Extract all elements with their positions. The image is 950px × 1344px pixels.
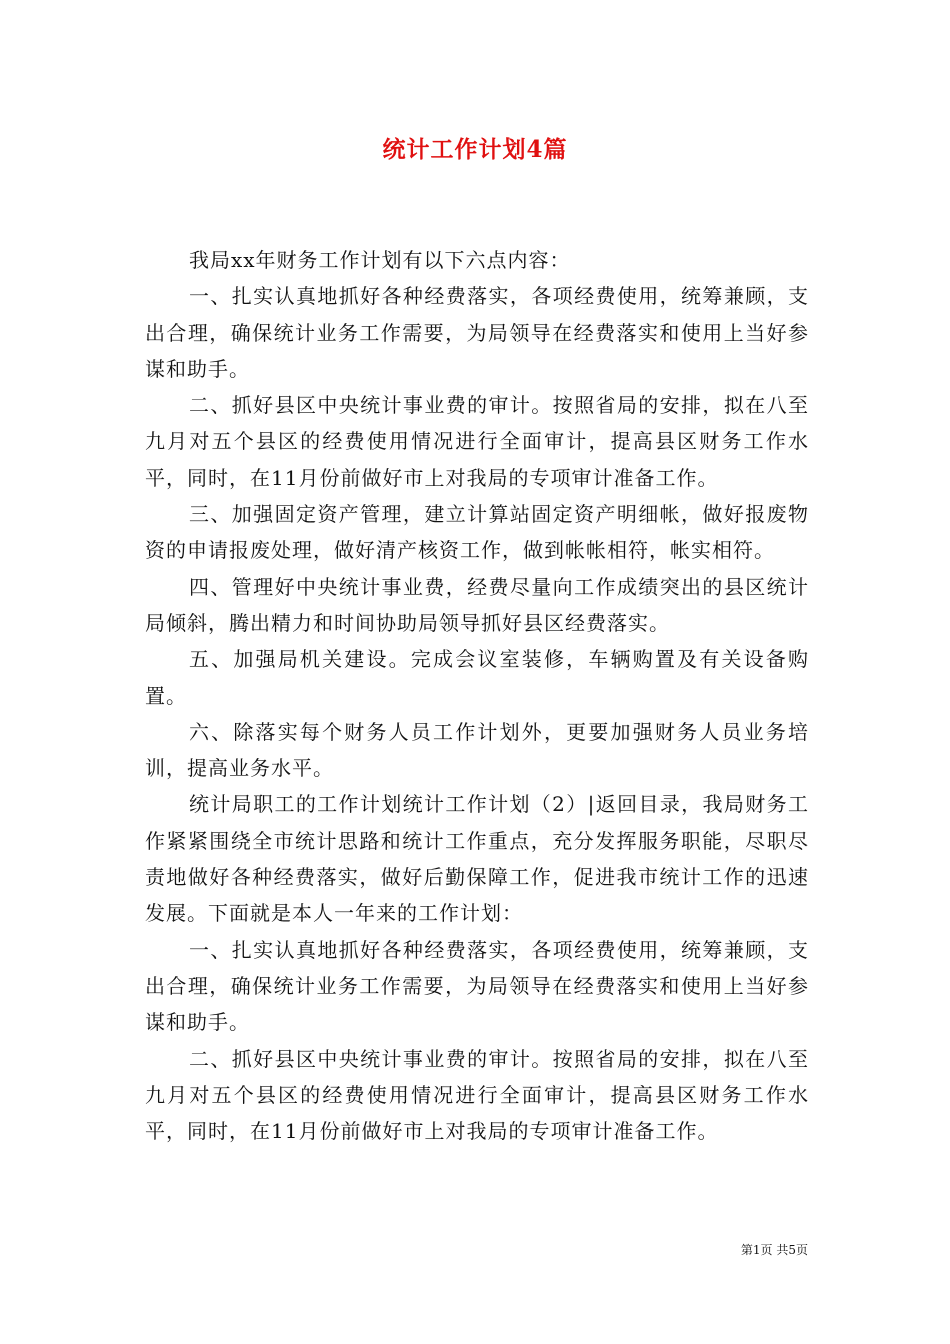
paragraph-item-1: 一、扎实认真地抓好各种经费落实，各项经费使用，统筹兼顾，支出合理，确保统计业务工作需要，为局领导在经费落实和使用上当好参谋和助手。	[145, 284, 809, 381]
document-body	[145, 242, 809, 1149]
paragraph-item-4: 四、管理好中央统计事业费，经费尽量向工作成绩突出的县区统计局倾斜，腾出精力和时间协助局领导抓好县区经费落实。	[145, 574, 809, 635]
document-title: 统计工作计划4篇	[382, 136, 568, 163]
paragraph-item-2: 二、抓好县区中央统计事业费的审计。按照省局的安排，拟在八至九月对五个县区的经费使用情况进行全面审计，提高县区财务工作水平，同时，在11月份前做好市上对我局的专项审计准备工作。	[145, 393, 809, 490]
paragraph-item-5: 五、加强局机关建设。完成会议室装修，车辆购置及有关设备购置。	[145, 647, 809, 708]
paragraph-item-6: 六、除落实每个财务人员工作计划外，更要加强财务人员业务培训，提高业务水平。	[145, 719, 809, 781]
paragraph-section-2-intro: 统计局职工的工作计划统计工作计划（2）|返回目录，我局财务工作紧紧围绕全市统计思路和统计工作重点，充分发挥服务职能，尽职尽责地做好各种经费落实，做好后勤保障工作，促进我市统计工作的迅速发展。下面就是本人一年来的工作计划：	[145, 792, 809, 926]
paragraph-section-2-item-1: 一、扎实认真地抓好各种经费落实，各项经费使用，统筹兼顾，支出合理，确保统计业务工作需要，为局领导在经费落实和使用上当好参谋和助手。	[145, 937, 809, 1035]
paragraph-intro: 我局xx年财务工作计划有以下六点内容：	[189, 248, 571, 272]
paragraph-item-3: 三、加强固定资产管理，建立计算站固定资产明细帐，做好报废物资的申请报废处理，做好清产核资工作，做到帐帐相符，帐实相符。	[145, 502, 809, 563]
page-number-footer: 第1页 共5页	[740, 1243, 808, 1257]
paragraph-section-2-item-2: 二、抓好县区中央统计事业费的审计。按照省局的安排，拟在八至九月对五个县区的经费使用情况进行全面审计，提高县区财务工作水平，同时，在11月份前做好市上对我局的专项审计准备工作。	[145, 1046, 809, 1144]
